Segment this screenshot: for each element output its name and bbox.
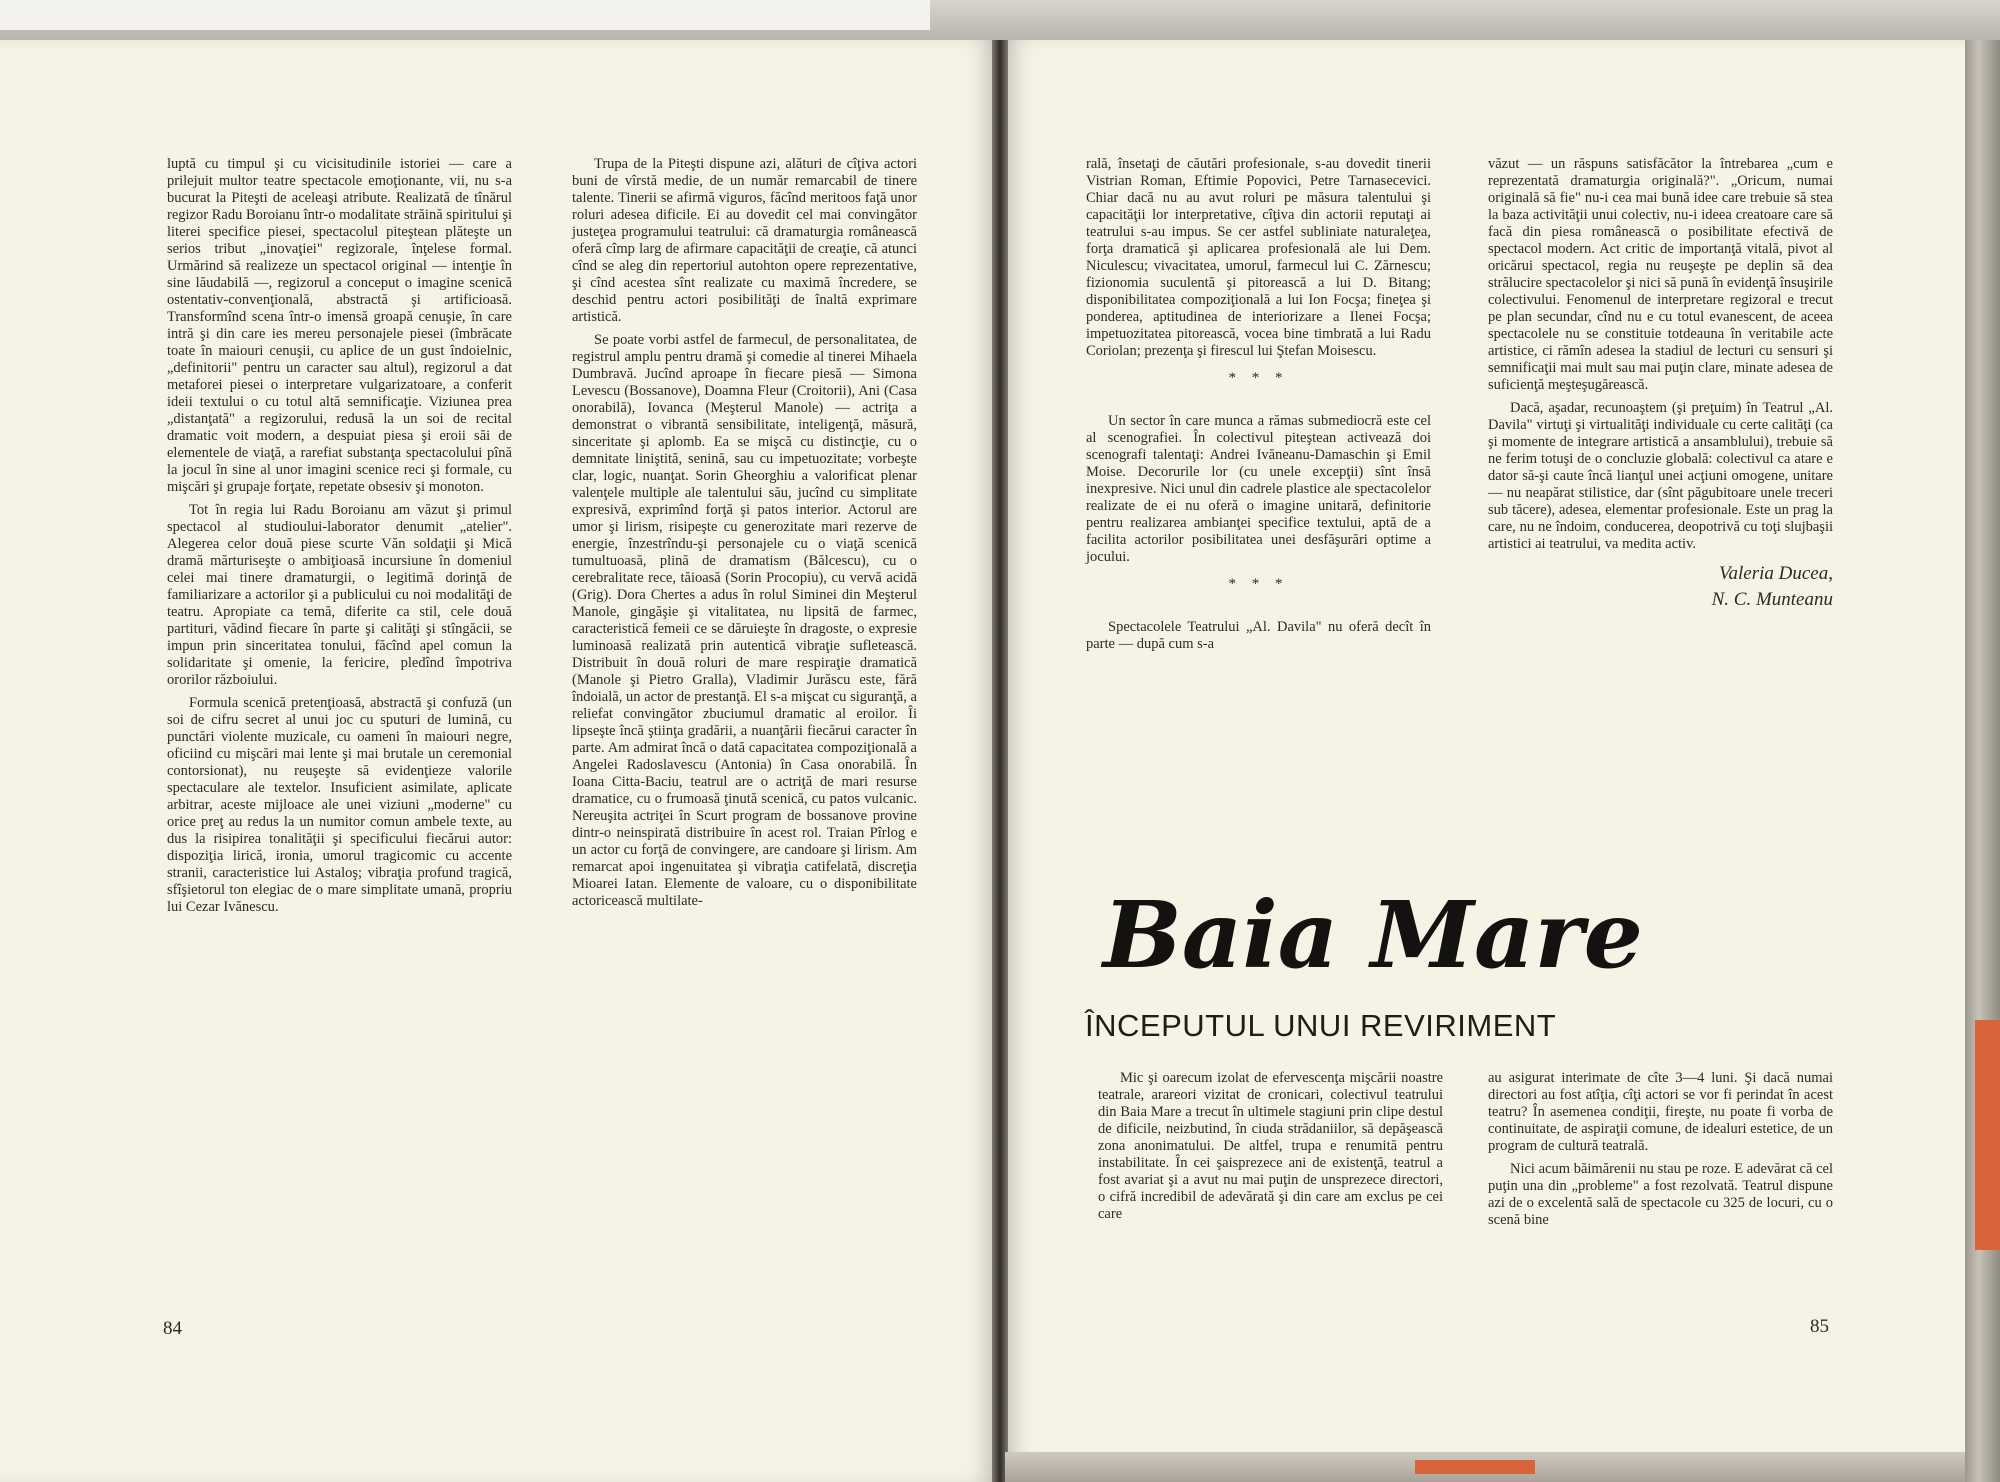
paragraph: văzut — un răspuns satisfăcător la întrebarea „cum e reprezentată dramaturgia originală?". „Oricum, numai originală să fie" nu-i cea mai bună idee care trebuie să stea la baza activităţii unui colectiv, nu-i ideea creatoare care să facă din piesa românească o posibilitate efectivă de spectacol modern. Act critic de importanţă vitală, pivot al oricărui spectacol, regia nu reuşeşte pe deplin să dea strălucire spectacolelor şi nici să pună în evidenţă însuşirile colectivului. Fenomenul de interpretare regizoral e trecut pe plan secundar, cînd nu e cu totul evanescent, de aceea spectacolele nu se constituie totdeauna în veritabile acte artistice, ci rămîn adesea la stadiul de lecturi cu sensuri şi semnificaţii mai mult sau mai puţin clare, minate adesea de suficienţă meşteşugărească. — [1488, 156, 1833, 393]
paragraph: Un sector în care munca a rămas submediocră este cel al scenografiei. În colectivul piteştean activează doi scenografi talentaţi: Andrei Ivăneanu-Damaschin şi Emil Moise. Decorurile lor (cu unele excepţii) sînt însă inexpresive. Nici unul din cadrele plastice ale spectacolelor realizate de ei nu oferă o imagine unitară, definitorie pentru realizarea ambianţei specifice textului, aptă de a facilita actorilor posibilitatea unei desfăşurări optime a jocului. — [1086, 413, 1431, 565]
paragraph: au asigurat interimate de cîte 3—4 luni. Şi dacă numai directori au fost atîţia, cîţi actori se vor fi perindat în acest teatru? În asemenea condiţii, fireşte, nu poate fi vorba de continuitate, de aspiraţii comune, de idealuri estetice, de un program de cultură teatrală. — [1488, 1070, 1833, 1154]
page-number-left: 84 — [163, 1318, 182, 1339]
paragraph: Mic şi oarecum izolat de efervescenţa mişcării noastre teatrale, arareori vizitat de cronicari, colectivul teatrului din Baia Mare a trecut în ultimele stagiuni prin clipe destul de dificile, neizbutind, în ciuda strădaniilor, să depăşească zona anonimatului. De altfel, trupa e renumită pentru instabilitate. În cei şaisprezece ani de existenţă, teatrul a fost avariat şi a avut nu mai puţin de unsprezece directori, o cifră incredibil de adevărată şi din care am exclus pe cei care — [1098, 1070, 1443, 1222]
page-number-right: 85 — [1810, 1316, 1829, 1337]
author-name: N. C. Munteanu — [1711, 589, 1833, 610]
left-column-2 — [572, 156, 917, 916]
right-column-2 — [1488, 156, 1833, 613]
section-subtitle: ÎNCEPUTUL UNUI REVIRIMENT — [1085, 1008, 1557, 1043]
baia-mare-column-2 — [1488, 1070, 1833, 1235]
section-separator: * * * — [1228, 370, 1289, 386]
paragraph: Nici acum băimărenii nu stau pe roze. E adevărat că cel puţin una din „probleme" a fost rezolvată. Teatrul dispune azi de o excelentă sală de spectacole cu 325 de locuri, cu o scenă bine — [1488, 1161, 1833, 1228]
edge-color-strip — [1975, 1020, 2000, 1250]
right-column-1 — [1086, 156, 1431, 659]
paragraph: Dacă, aşadar, recunoaştem (şi preţuim) în Teatrul „Al. Davila" virtuţi şi virtualităţi individuale cu certe calităţi (ca şi momente de integrare artistică a ansamblului), trebuie să ne ferim totuşi de o concluzie globală: colectivul ca atare e dator să-şi caute încă lianţul unei acţiuni omogene, unitare — nu neapărat stilistice, dar (sînt păgubitoare unele treceri sub tăcere), adesea, elementar profesionale. Este un prag la care, nu ne îndoim, conducerea, deopotrivă cu toţi slujbaşii artistici ai teatrului, va medita activ. — [1488, 400, 1833, 552]
paragraph: Formula scenică pretenţioasă, abstractă şi confuză (un soi de cifru secret al unui joc cu sputuri de lumină, cu punctări violente muzicale, cu oameni în maiouri negre, oficiind cu mişcări mai lente şi mai brutale un ceremonial contorsionat), nu reuşeşte să evidenţieze valorile spectaculare ale textelor. Insuficient asimilate, aplicate arbitrar, aceste mijloace ale unei viziuni „moderne" cu orice preţ au redus la un numitor comun ambele texte, au dus la risipirea tonalităţii şi specificului fiecărui autor: dispoziţia lirică, ironia, umorul tragicomic cu accente stranii, caracteristice lui Astaloş; vibraţia profund tragică, sfîşietorul ton elegiac de o mare simplitate umană, propriu lui Cezar Ivănescu. — [167, 695, 512, 915]
book-gutter — [992, 40, 1008, 1482]
author-name: Valeria Ducea, — [1719, 563, 1833, 584]
baia-mare-column-1 — [1098, 1070, 1443, 1229]
paragraph: Se poate vorbi astfel de farmecul, de personalitatea, de registrul amplu pentru dramă şi comedie al tinerei Mihaela Dumbravă. Jucînd aproape în fiecare piesă — Simona Levescu (Bossanove), Doamna Fleur (Croitorii), Ani (Casa onorabilă), Iovanca (Meşterul Manole) — actriţa a demonstrat o vibrantă sensibilitate, inteligenţă, măsură, sinceritate şi aplomb. Ea se mişcă cu distincţie, cu o demnitate liniştită, senină, sau cu impetuozitate; vorbeşte clar, logic, nuanţat. Sorin Gheorghiu a valorificat plenar valenţele multiple ale talentului său, jucînd cu simplitate expresivă, exprimînd forţă şi patos interior. Actorul are umor şi lirism, risipeşte cu generozitate mari rezerve de energie, înzestrîndu-şi personajele cu o viaţă scenică tumultuoasă, plină de dramatism (Bălcescu), cu o cerebralitate rece, tăioasă (Sorin Procopiu), cu vervă acidă (Grig). Dora Chertes a adus în rolul Siminei din Meşterul Manole, gingăşie şi vitalitatea, nu lipsită de farmec, caracteristică femeii ce se dăruieşte în dragoste, o expresie luminoasă realizată prin autentică vibraţie sufletească. Distribuit în două roluri de mare respiraţie dramatică (Manole şi Pietro Gralla), Vladimir Jurăscu este, fără îndoială, un actor de prestanţă. El s-a mişcat cu siguranţă, a reliefat convingător zbuciumul dramatic al eroilor. Îi lipseşte încă ştiinţa gradării, a nuanţării fiecărui caracter în parte. Am admirat încă o dată capacitatea compoziţională a Angelei Radoslavescu (Antonia) în Casa onorabilă. În Ioana Citta-Baciu, teatrul are o actriţă de mari resurse dramatice, cu o frumoasă ţinută scenică, cu patos vulcanic. Nereuşita actriţei în Scurt program de bossanove provine dintr-o neinspirată distribuire în acest rol. Traian Pîrlog e un actor cu forţă de convingere, are candoare şi lirism. Am remarcat apoi ingenuitatea şi vibraţia catifelată, discreţia Mioarei Iatan. Elemente de valoare, cu o disponibilitate actoricească multilate- — [572, 332, 917, 909]
paragraph: Tot în regia lui Radu Boroianu am văzut şi primul spectacol al studioului-laborator denumit „atelier". Alegerea celor două piese scurte Văn soldaţii şi Mică dramă mărturiseşte o ambiţioasă incursiune în domeniul celei mai tinere dramaturgii, o legitimă dorinţă de familiarizare a actorilor şi a publicului cu noi modalităţi de teatru. Apropiate ca temă, diferite ca stil, cele două partituri, vădind fiecare în parte şi calităţi şi stîngăcii, se impun prin sinceritatea tonului, făcînd apel comun la solidaritate şi omenie, la fericire, pledînd împotriva ororilor războiului. — [167, 502, 512, 688]
paragraph: Trupa de la Piteşti dispune azi, alături de cîţiva actori buni de vîrstă medie, de un număr remarcabil de tinere talente. Tinerii se afirmă viguros, făcînd meritoos faţă unor roluri adesea dificile. Ei au dovedit cel mai convingător justeţea programului teatrului: că dramaturgia românească oferă cîmp larg de afirmare capacităţii de creaţie, că atunci cînd se aleg din repertoriul autohton opere reprezentative, şi cînd acestea sînt realizate cu maximă încredere, se deschid pentru actori posibilităţi de înaltă exprimare artistică. — [572, 156, 917, 325]
section-title-logo — [1098, 885, 1648, 995]
bottom-edge — [1005, 1452, 1965, 1482]
section-title: Baia Mare — [1099, 885, 1643, 989]
paragraph: rală, însetaţi de căutări profesionale, s-au dovedit tinerii Vistrian Roman, Eftimie Popovici, Petre Tarnasecevici. Chiar dacă nu au avut roluri pe măsura talentului şi capacităţii lor interpretative, cîţiva din actorii reputaţi ai teatrului s-au impus. Se cer astfel subliniate naturaleţea, forţa dramatică şi aplicarea profesională ale lui Dem. Niculescu; vivacitatea, umorul, farmecul lui C. Zărnescu; fizionomia suculentă şi pitorească a lui D. Bitang; disponibilitatea compoziţională a lui Ion Focşa; fineţea şi ponderea, aptitudinea de interiorizare a Ilenei Focşa; impetuozitatea pitorească, vocea bine timbrată a lui Radu Coriolan; prezenţa şi firescul lui Ştefan Moisescu. — [1086, 156, 1431, 359]
author-signature — [1488, 561, 1833, 613]
book-edge — [1965, 40, 2000, 1482]
paragraph: luptă cu timpul şi cu vicisitudinile istoriei — care a prilejuit multor teatre spectacole emoţionante, vii, nu s-a bucurat la Piteşti de aceleaşi atribute. Realizată de tînărul regizor Radu Boroianu într-o modalitate străină spiritului şi literei specifice piesei, spectacolul piteştean plăteşte un serios tribut „inovaţiei" regizorale, înţelese formal. Urmărind să realizeze un spectacol original — intenţie în sine lăudabilă —, regizorul a conceput o imagine scenică ostentativ-convenţională, abstractă şi artificioasă. Transformînd scena într-o imensă groapă cenuşie, în care intră şi din care ies mereu personajele piesei (îmbrăcate toate în maiouri cenuşii, cu aplice de un gust îndoielnic, „definitorii" pentru un caracter sau altul), regizorul a dat metaforei piesei o interpretare vulgarizatoare, a conferit ideii textului o cu totul altă semnificaţie. Viziunea prea „distanţată" a regizorului, redusă la un soi de recital dramatic voit modern, a despuiat piesa şi eroii săi de elementele de viaţă, a rarefiat substanţa spectacolului pînă la jocul în sine al unor imagini scenice reci şi formale, cu mişcări şi grupaje forţate, repetate obsesiv şi monoton. — [167, 156, 512, 495]
background-paper — [0, 0, 930, 30]
paragraph: Spectacolele Teatrului „Al. Davila" nu oferă decît în parte — după cum s-a — [1086, 619, 1431, 652]
section-separator: * * * — [1228, 576, 1289, 592]
left-column-1 — [167, 156, 512, 922]
